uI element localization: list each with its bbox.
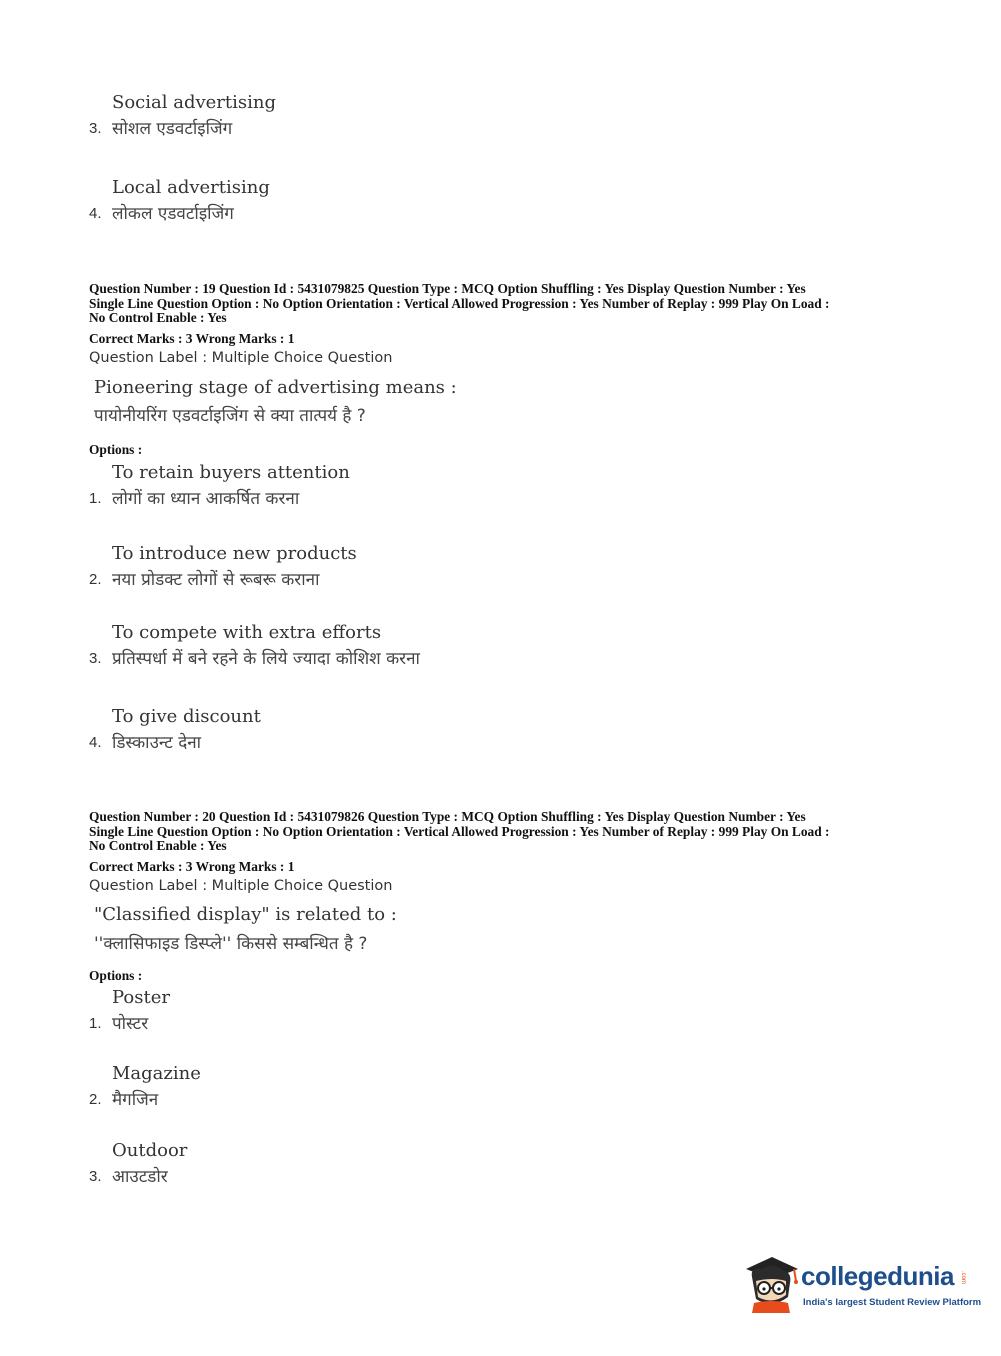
q20-meta-line-3: No Control Enable : Yes (89, 838, 227, 853)
q19-marks: Correct Marks : 3 Wrong Marks : 1 (89, 331, 295, 346)
option-number: 1. (89, 1015, 102, 1032)
q19-option-2 (89, 543, 689, 613)
q19-metadata (89, 282, 919, 326)
q20-question-en: "Classified display" is related to : (94, 904, 397, 925)
option-text-en: To introduce new products (112, 543, 357, 564)
q20-option-3 (89, 1140, 689, 1210)
q19-option-4 (89, 706, 689, 776)
q19-meta-line-3: No Control Enable : Yes (89, 310, 227, 325)
option-text-hi: पोस्टर (112, 1014, 149, 1034)
option-text-en: To compete with extra efforts (112, 622, 382, 643)
option-number: 3. (89, 650, 102, 667)
option-number: 3. (89, 120, 102, 137)
option-text-en: To give discount (112, 706, 261, 727)
q19-option-1 (89, 462, 689, 532)
option-text-hi: नया प्रोडक्ट लोगों से रूबरू कराना (112, 570, 320, 590)
q19-label: Question Label : Multiple Choice Question (89, 350, 393, 366)
option-text-en: Social advertising (112, 92, 276, 113)
option-text-hi: लोगों का ध्यान आकर्षित करना (112, 489, 300, 509)
prev-option-4 (89, 177, 689, 247)
q19-question-hi: पायोनीयरिंग एडवर्टाइजिंग से क्या तात्पर्य है ? (94, 406, 366, 426)
option-text-en: Poster (112, 987, 170, 1008)
q19-option-3 (89, 622, 689, 692)
q20-metadata (89, 810, 919, 854)
option-text-hi: सोशल एडवर्टाइजिंग (112, 119, 233, 139)
option-number: 1. (89, 490, 102, 507)
option-number: 3. (89, 1168, 102, 1185)
q19-question-en: Pioneering stage of advertising means : (94, 377, 457, 398)
option-text-hi: डिस्काउन्ट देना (112, 733, 202, 753)
q20-option-1 (89, 987, 689, 1057)
option-number: 2. (89, 571, 102, 588)
q20-option-2 (89, 1063, 689, 1133)
prev-option-3 (89, 92, 689, 162)
option-number: 4. (89, 734, 102, 751)
q19-meta-line-1: Question Number : 19 Question Id : 5431079825 Question Type : MCQ Option Shuffling : Yes Display Question Number : Yes (89, 281, 806, 296)
q19-options-header: Options : (89, 442, 143, 457)
option-number: 2. (89, 1091, 102, 1108)
brand-name: collegedunia (801, 1261, 954, 1291)
q20-meta-line-1: Question Number : 20 Question Id : 5431079826 Question Type : MCQ Option Shuffling : Yes Display Question Number : Yes (89, 809, 806, 824)
option-number: 4. (89, 205, 102, 222)
q20-options-header: Options : (89, 968, 143, 983)
q20-label: Question Label : Multiple Choice Question (89, 878, 393, 894)
q20-question-hi: ''क्लासिफाइड डिस्प्ले'' किससे सम्बन्धित है ? (94, 934, 368, 954)
option-text-hi: लोकल एडवर्टाइजिंग (112, 204, 234, 224)
brand-tagline: India's largest Student Review Platform (803, 1297, 982, 1308)
mascot-icon (742, 1251, 800, 1313)
option-text-en: To retain buyers attention (112, 462, 350, 483)
option-text-en: Magazine (112, 1063, 201, 1084)
option-text-hi: मैगजिन (112, 1090, 159, 1110)
option-text-en: Local advertising (112, 177, 270, 198)
brand-domain: .com (960, 1271, 966, 1285)
option-text-en: Outdoor (112, 1140, 188, 1161)
q20-marks: Correct Marks : 3 Wrong Marks : 1 (89, 859, 295, 874)
q20-meta-line-2: Single Line Question Option : No Option Orientation : Vertical Allowed Progression : Yes Number of Replay : 999 Play On Load : (89, 823, 830, 839)
collegedunia-logo (742, 1251, 982, 1315)
option-text-hi: प्रतिस्पर्धा में बने रहने के लिये ज्यादा कोशिश करना (112, 649, 420, 669)
option-text-hi: आउटडोर (112, 1167, 168, 1187)
q19-meta-line-2: Single Line Question Option : No Option Orientation : Vertical Allowed Progression : Yes Number of Replay : 999 Play On Load : (89, 295, 830, 311)
